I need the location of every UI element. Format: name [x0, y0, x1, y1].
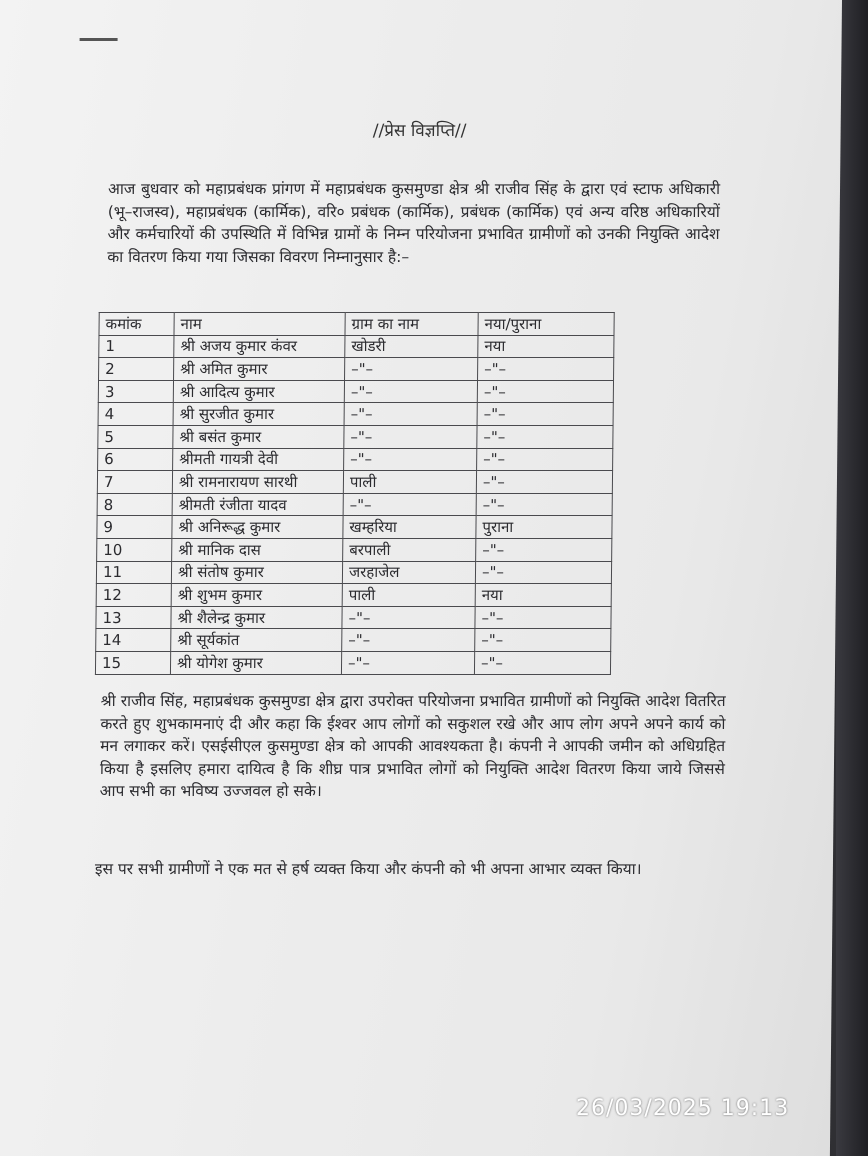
table-cell: –"– [475, 629, 611, 652]
table-cell: –"– [344, 448, 477, 471]
table-header-cell: कमांक [99, 313, 174, 336]
table-cell: बरपाली [343, 538, 476, 561]
table-cell: श्री संतोष कुमार [171, 561, 342, 584]
table-cell: श्रीमती रंजीता यादव [172, 493, 343, 516]
table-row [97, 493, 612, 516]
table-row [98, 403, 613, 426]
table-row [97, 471, 612, 494]
table-row [98, 380, 613, 403]
table-row [98, 425, 613, 448]
table-cell: –"– [342, 629, 475, 652]
table-cell: 8 [97, 493, 172, 516]
table-cell: –"– [477, 448, 613, 471]
table-cell: 7 [97, 471, 172, 494]
table-cell: खोडरी [345, 335, 478, 358]
table-cell: –"– [343, 493, 476, 516]
table-cell: 4 [98, 403, 173, 426]
table-cell: श्री शैलेन्द्र कुमार [171, 606, 342, 629]
table-row [98, 448, 613, 471]
table-cell: –"– [344, 425, 477, 448]
table-cell: श्रीमती गायत्री देवी [173, 448, 344, 471]
table-cell: पाली [342, 584, 475, 607]
gm-statement-paragraph: श्री राजीव सिंह, महाप्रबंधक कुसमुण्डा क्षेत्र द्वारा उपरोक्त परियोजना प्रभावित ग्रामीणों को नियुक्ति आदेश वितरित करते हुए शुभकामनाएं दी और कहा कि ईश्वर आप लोगों को सकुशल रखे और आप लोग अपने अपने कार्य को मन लगाकर करें। एसईसीएल कुसमुण्डा क्षेत्र को आपकी आवश्यकता है। कंपनी ने आपकी जमीन को अधिग्रहित किया है इसलिए हमारा दायित्व है कि शीघ्र पात्र प्रभावित लोगों को नियुक्ति आदेश वितरण किया जाये जिससे आप सभी का भविष्य उज्जवल हो सके। [99, 692, 726, 800]
table-cell: श्री योगेश कुमार [170, 651, 341, 674]
table-cell: –"– [476, 493, 612, 516]
table-header-row [99, 313, 614, 336]
table-cell: पुराना [476, 516, 612, 539]
table-cell: –"– [477, 425, 613, 448]
table-cell: 13 [96, 606, 171, 629]
table-cell: नया [475, 584, 611, 607]
table-cell: पाली [343, 471, 476, 494]
table-cell: –"– [476, 538, 612, 561]
table-cell: –"– [477, 380, 613, 403]
table-cell: श्री आदित्य कुमार [173, 380, 344, 403]
table-cell: श्री बसंत कुमार [173, 425, 344, 448]
table-cell: –"– [345, 358, 478, 381]
table-cell: –"– [342, 606, 475, 629]
table-cell: –"– [476, 471, 612, 494]
table-row [97, 538, 612, 561]
table-row [97, 516, 612, 539]
table-cell: श्री सूर्यकांत [171, 629, 342, 652]
table-header-cell: नया/पुराना [478, 313, 614, 336]
table-cell: –"– [474, 651, 610, 674]
margin-mark [80, 38, 118, 41]
table-cell: श्री अमित कुमार [174, 358, 345, 381]
table-cell: श्री रामनारायण सारथी [172, 471, 343, 494]
table-cell: 12 [96, 584, 171, 607]
table-cell: 10 [97, 538, 172, 561]
table-header-cell: ग्राम का नाम [345, 313, 478, 336]
table-row [99, 358, 614, 381]
appointees-table [95, 312, 615, 675]
table-cell: 9 [97, 516, 172, 539]
table-cell: –"– [478, 358, 614, 381]
table-row [96, 606, 611, 629]
closing-paragraph: इस पर सभी ग्रामीणों ने एक मत से हर्ष व्यक्त किया और कंपनी को भी अपना आभार व्यक्त किया। [94, 860, 642, 878]
table-cell: जरहाजेल [342, 561, 475, 584]
table-cell: 2 [99, 358, 174, 381]
table-cell: नया [478, 335, 614, 358]
table-cell: 6 [98, 448, 173, 471]
table-header-cell: नाम [174, 313, 345, 336]
table-cell: –"– [344, 380, 477, 403]
table-row [96, 629, 611, 652]
table-row [96, 561, 611, 584]
table-cell: 11 [96, 561, 171, 584]
table-cell: 3 [98, 380, 173, 403]
table-cell: 5 [98, 425, 173, 448]
table-cell: –"– [475, 606, 611, 629]
table-cell: श्री अजय कुमार कंवर [174, 335, 345, 358]
table-row [99, 335, 614, 358]
intro-paragraph: आज बुधवार को महाप्रबंधक प्रांगण में महाप्रबंधक कुसमुण्डा क्षेत्र श्री राजीव सिंह के द्वारा एवं स्टाफ अधिकारी (भू–राजस्व), महाप्रबंधक (कार्मिक), वरि० प्रबंधक (कार्मिक), प्रबंधक (कार्मिक) एवं अन्य वरिष्ठ अधिकारियों और कर्मचारियों की उपस्थिति में विभिन्न ग्रामों के निम्न परियोजना प्रभावित ग्रामीणों को उनकी नियुक्ति आदेश का वितरण किया गया जिसका विवरण निम्नानुसार है:– [107, 180, 721, 266]
table-cell: –"– [475, 561, 611, 584]
table-row [96, 584, 611, 607]
table-cell: –"– [477, 403, 613, 426]
table-cell: –"– [341, 651, 474, 674]
press-release-heading: //प्रेस विज्ञप्ति// [372, 121, 467, 141]
table-row [95, 651, 610, 674]
table-cell: 14 [96, 629, 171, 652]
table-cell: –"– [344, 403, 477, 426]
table-cell: 15 [95, 651, 170, 674]
table-cell: खम्हरिया [343, 516, 476, 539]
table-cell: श्री सुरजीत कुमार [173, 403, 344, 426]
table-cell: श्री अनिरूद्ध कुमार [172, 516, 343, 539]
table-cell: श्री शुभम कुमार [171, 584, 342, 607]
background-edge [836, 0, 868, 1156]
table-cell: श्री मानिक दास [172, 538, 343, 561]
table-cell: 1 [99, 335, 174, 358]
photo-timestamp: 26/03/2025 19:13 [576, 1096, 790, 1121]
